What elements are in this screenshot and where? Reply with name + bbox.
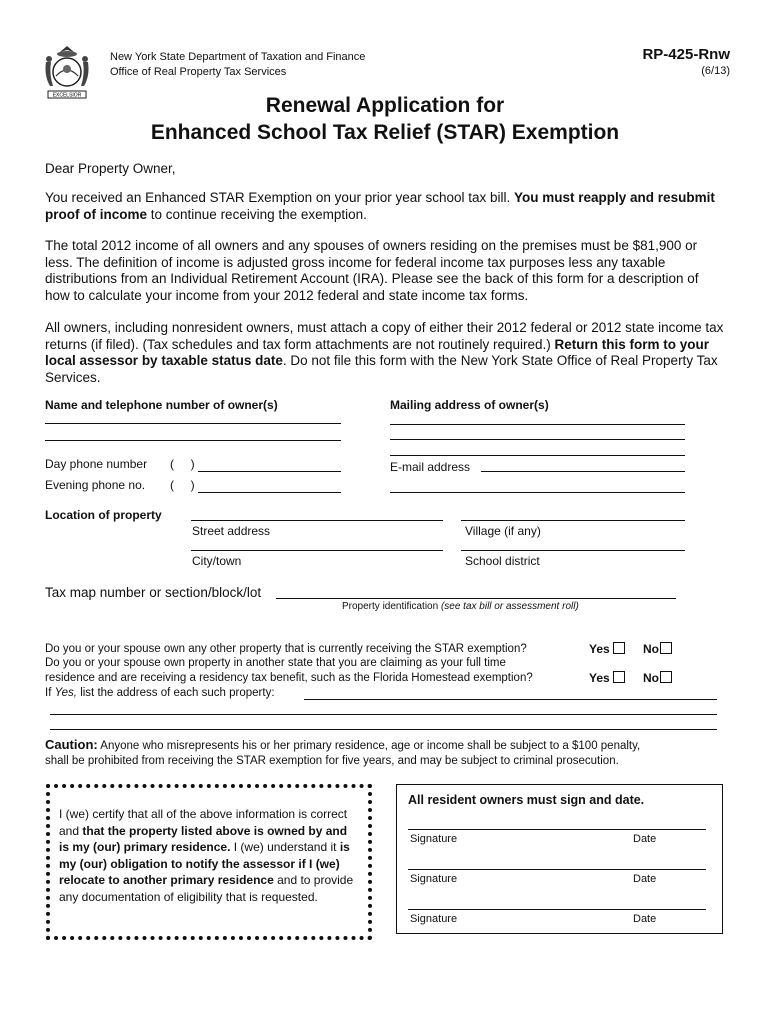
q2-no-label: No (643, 671, 659, 685)
date-label-2: Date (633, 873, 657, 885)
greeting: Dear Property Owner, (45, 161, 176, 176)
certification-box (46, 784, 372, 940)
street-address-field[interactable] (191, 520, 443, 521)
p3-text-c: . Do not file this form with the New York State Office of Real Property Tax Services. (45, 353, 718, 385)
signature-label-1: Signature (410, 833, 458, 845)
question-1: Do you or your spouse own any other property that is currently receiving the STAR exemption? (45, 643, 527, 655)
other-property-field-3[interactable] (50, 729, 717, 730)
caution-notice (45, 737, 735, 769)
signature-field-1[interactable] (408, 829, 706, 830)
mailing-address-field-1[interactable] (390, 424, 685, 425)
caution-text-2: shall be prohibited from receiving the STAR exemption for five years, and may be subject to criminal prosecution. (45, 755, 619, 767)
email-field[interactable] (481, 471, 685, 472)
caution-text-1: Anyone who misrepresents his or her primary residence, age or income shall be subject to a $100 penalty, (100, 740, 641, 752)
evening-phone-field[interactable] (198, 492, 341, 493)
cert-text-1: I (we) certify that all of the above information is correct and (59, 807, 348, 838)
day-phone-field[interactable] (198, 471, 341, 472)
paragraph-3 (45, 320, 725, 386)
cert-text-2: that the property listed above is owned by and is my (our) primary residence. (59, 823, 348, 854)
page-title (0, 92, 770, 146)
location-label: Location of property (45, 508, 162, 522)
if-yes-text-b: Yes, (54, 687, 77, 699)
cert-text-5: and to provide any documentation of eligibility that is requested. (59, 873, 354, 904)
evening-phone-label: Evening phone no. (45, 478, 146, 492)
tax-map-field[interactable] (276, 598, 676, 599)
question-2-line-2: residence and are receiving a residency tax benefit, such as the Florida Homestead exemption? (45, 672, 533, 684)
property-id-text: Property identification (342, 601, 439, 612)
email-label: E-mail address (390, 460, 471, 474)
title-line-2: Enhanced School Tax Relief (STAR) Exemption (150, 121, 620, 144)
day-phone-area-code: ( ) (170, 457, 195, 471)
if-yes-label (45, 687, 275, 699)
paragraph-2: The total 2012 income of all owners and any spouses of owners residing on the premises must be $81,900 or less. The definition of income is adjusted gross income for federal income tax purposes less any taxable distributions from an Individual Retirement Account (IRA). Please see the back of this form for a description of how to calculate your income from your 2012 federal and state income tax forms. (45, 238, 699, 303)
question-2-line-1: Do you or your spouse own property in another state that you are claiming as your full time (45, 657, 506, 669)
cert-text-4: is my (our) obligation to notify the assessor if I (we) relocate to another primary residence (59, 840, 350, 887)
day-phone-label: Day phone number (45, 457, 148, 471)
village-label: Village (if any) (465, 524, 541, 538)
q1-no-checkbox[interactable] (660, 642, 672, 654)
p1-text-a: You received an Enhanced STAR Exemption on your prior year school tax bill. (45, 190, 511, 205)
city-town-label: City/town (192, 554, 242, 568)
form-revision-date: (6/13) (701, 65, 730, 77)
p3-text-bold: Return this form to your local assessor by taxable status date (45, 336, 709, 368)
signature-label-3: Signature (410, 913, 458, 925)
q1-yes-option[interactable] (589, 642, 625, 656)
mailing-address-field-2[interactable] (390, 439, 685, 440)
owner-name-field-2[interactable] (45, 440, 341, 441)
dept-line-2: Office of Real Property Tax Services (110, 66, 287, 78)
city-town-field[interactable] (191, 550, 443, 551)
owner-name-field-1[interactable] (45, 423, 341, 424)
p1-text-bold: You must reapply and resubmit proof of income (45, 190, 715, 222)
other-property-field-1[interactable] (304, 699, 717, 700)
tax-map-label: Tax map number or section/block/lot (45, 585, 262, 600)
seal-motto: EXCELSIOR (52, 92, 82, 99)
owner-name-label: Name and telephone number of owner(s) (45, 398, 278, 412)
school-district-label: School district (465, 554, 540, 568)
evening-phone-area-code: ( ) (170, 478, 195, 492)
q2-yes-checkbox[interactable] (613, 671, 625, 683)
q2-no-option[interactable] (643, 671, 672, 685)
p3-text-a: All owners, including nonresident owners, must attach a copy of either their 2012 federal or 2012 state income tax returns (if filed). (Tax schedules and tax form attachments are not routinely required.) (45, 320, 724, 352)
other-property-field-2[interactable] (50, 714, 717, 715)
signature-label-2: Signature (410, 873, 458, 885)
signature-field-3[interactable] (408, 909, 706, 910)
q1-yes-checkbox[interactable] (613, 642, 625, 654)
certification-text (59, 806, 355, 905)
cert-text-3: I (we) understand it (233, 840, 337, 854)
form-number: RP-425-Rnw (642, 46, 730, 63)
if-yes-text-c: list the address of each such property: (80, 687, 275, 699)
mailing-address-field-3[interactable] (390, 455, 685, 456)
q2-yes-option[interactable] (589, 671, 625, 685)
dept-line-1: New York State Department of Taxation and Finance (110, 51, 366, 63)
date-label-3: Date (633, 913, 657, 925)
department-header (110, 50, 365, 80)
title-line-1: Renewal Application for (265, 94, 505, 117)
street-address-label: Street address (192, 524, 271, 538)
paragraph-1 (45, 190, 725, 223)
caution-label: Caution: (45, 737, 98, 752)
if-yes-text-a: If (45, 687, 52, 699)
q2-yes-label: Yes (589, 671, 610, 685)
mailing-address-field-4[interactable] (390, 492, 685, 493)
signature-box (396, 784, 723, 934)
q1-no-option[interactable] (643, 642, 672, 656)
q2-no-checkbox[interactable] (660, 671, 672, 683)
property-id-caption (342, 601, 579, 612)
q1-yes-label: Yes (589, 642, 610, 656)
village-field[interactable] (461, 520, 685, 521)
signature-box-title: All resident owners must sign and date. (408, 793, 645, 807)
q1-no-label: No (643, 642, 659, 656)
school-district-field[interactable] (461, 550, 685, 551)
signature-field-2[interactable] (408, 869, 706, 870)
property-id-hint: (see tax bill or assessment roll) (440, 601, 579, 612)
mailing-address-label: Mailing address of owner(s) (390, 398, 549, 412)
date-label-1: Date (633, 833, 657, 845)
p1-text-c: to continue receiving the exemption. (150, 206, 367, 222)
